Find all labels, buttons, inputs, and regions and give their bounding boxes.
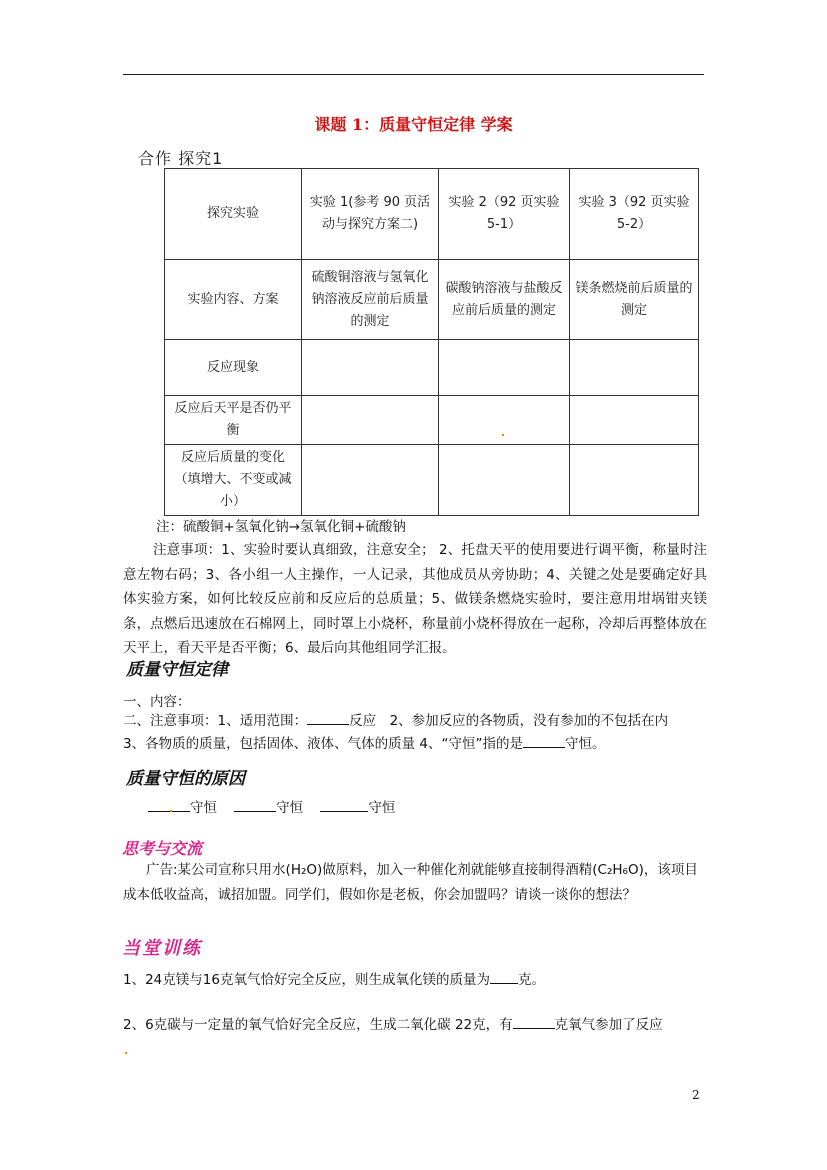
blank-line[interactable] — [148, 797, 190, 812]
table-cell: 反应后天平是否仍平衡 — [165, 396, 302, 445]
table-header-cell: 实验 1(参考 90 页活动与探究方案二) — [302, 169, 439, 260]
stray-dot — [170, 810, 172, 812]
page-title: 课题 1：质量守恒定律 学案 — [314, 115, 513, 134]
law-notes-line-2 — [123, 732, 605, 757]
table-header-cell: 实验 2（92 页实验 5-1） — [439, 169, 570, 260]
stray-dot — [502, 434, 504, 436]
blank-line[interactable] — [234, 797, 276, 812]
answer-blank[interactable] — [490, 969, 518, 984]
law-notes-c: 3、各物质的质量，包括固体、液体、气体的质量 4、“守恒”指的是 — [123, 736, 523, 752]
think-paragraph — [123, 858, 707, 907]
blank-line[interactable] — [307, 710, 349, 725]
law-content: 一、内容： — [123, 694, 191, 710]
table-header-cell: 探究实验 — [165, 169, 302, 260]
table-cell: 镁条燃烧前后质量的测定 — [570, 260, 699, 340]
table-cell — [439, 445, 570, 516]
table-cell — [302, 340, 439, 396]
law-heading: 质量守恒定律 — [126, 660, 228, 680]
stray-dot — [125, 1052, 127, 1054]
reason-item: 守恒 — [276, 800, 304, 816]
table-cell: 反应后质量的变化（填增大、不变或减小） — [165, 445, 302, 516]
question-1-text: 1、24克镁与16克氧气恰好完全反应，则生成氧化镁的质量为 — [123, 972, 490, 988]
page-number: 2 — [692, 1088, 700, 1102]
reason-heading: 质量守恒的原因 — [126, 769, 245, 789]
table-cell — [439, 340, 570, 396]
attention-text: 注意事项：1、实验时要认真细致，注意安全； 2、托盘天平的使用要进行调平衡，称量时注意左物右码；3、各小组一人主操作，一人记录，其他成员从旁协助；4、关键之处是要确定好具体实验方案，如何比较反应前和反应后的总质量；5、做镁条燃烧实验时，要注意用坩埚钳夹镁条，点燃后迅速放在石棉网上，同时罩上小烧杯，称量前小烧杯得放在一起称，冷却后再整体放在天平上，看天平是否平衡；6、最后向其他组同学汇报。 — [123, 542, 707, 656]
question-1-unit: 克。 — [517, 972, 545, 988]
training-heading: 当堂训练 — [122, 938, 202, 959]
blank-line[interactable] — [320, 797, 368, 812]
table-cell — [439, 396, 570, 445]
coop-heading: 合作 探究1 — [138, 149, 224, 168]
reaction-note: 注：硫酸铜+氢氧化钠→氢氧化铜+硫酸钠 — [156, 519, 406, 535]
question-2-text: 2、6克碳与一定量的氧气恰好完全反应，生成二氧化碳 22克，有 — [123, 1017, 513, 1033]
answer-blank[interactable] — [513, 1014, 555, 1029]
think-heading: 思考与交流 — [122, 839, 203, 858]
reason-line — [148, 796, 395, 821]
question-2-tail: 克氧气参加了反应 — [554, 1017, 663, 1033]
table-cell — [570, 340, 699, 396]
table-cell — [570, 445, 699, 516]
table-cell: 反应现象 — [165, 340, 302, 396]
question-1 — [123, 968, 545, 993]
table-cell — [570, 396, 699, 445]
table-header-cell: 实验 3（92 页实验 5-2） — [570, 169, 699, 260]
law-notes-d: 守恒。 — [564, 736, 606, 752]
attention-paragraph — [123, 538, 707, 661]
experiment-table — [164, 168, 699, 516]
reason-item: 守恒 — [190, 800, 217, 816]
law-notes-b: 反应 2、参加反应的各物质，没有参加的不包括在内 — [349, 713, 669, 729]
question-2 — [123, 1013, 663, 1038]
table-cell: 实验内容、方案 — [165, 260, 302, 340]
law-notes-line — [123, 709, 668, 734]
header-rule — [123, 74, 704, 75]
think-text: 广告:某公司宣称只用水(H₂O)做原料，加入一种催化剂就能够直接制得酒精(C₂H₆O)，该项目成本低收益高，诚招加盟。同学们，假如你是老板，你会加盟吗？请谈一谈你的想法？ — [123, 862, 698, 903]
blank-line[interactable] — [523, 733, 565, 748]
reason-item: 守恒 — [368, 800, 396, 816]
table-cell — [302, 445, 439, 516]
table-cell: 硫酸铜溶液与氢氧化钠溶液反应前后质量的测定 — [302, 260, 439, 340]
law-notes-a: 二、注意事项：1、适用范围： — [123, 713, 308, 729]
table-cell — [302, 396, 439, 445]
table-cell: 碳酸钠溶液与盐酸反应前后质量的测定 — [439, 260, 570, 340]
